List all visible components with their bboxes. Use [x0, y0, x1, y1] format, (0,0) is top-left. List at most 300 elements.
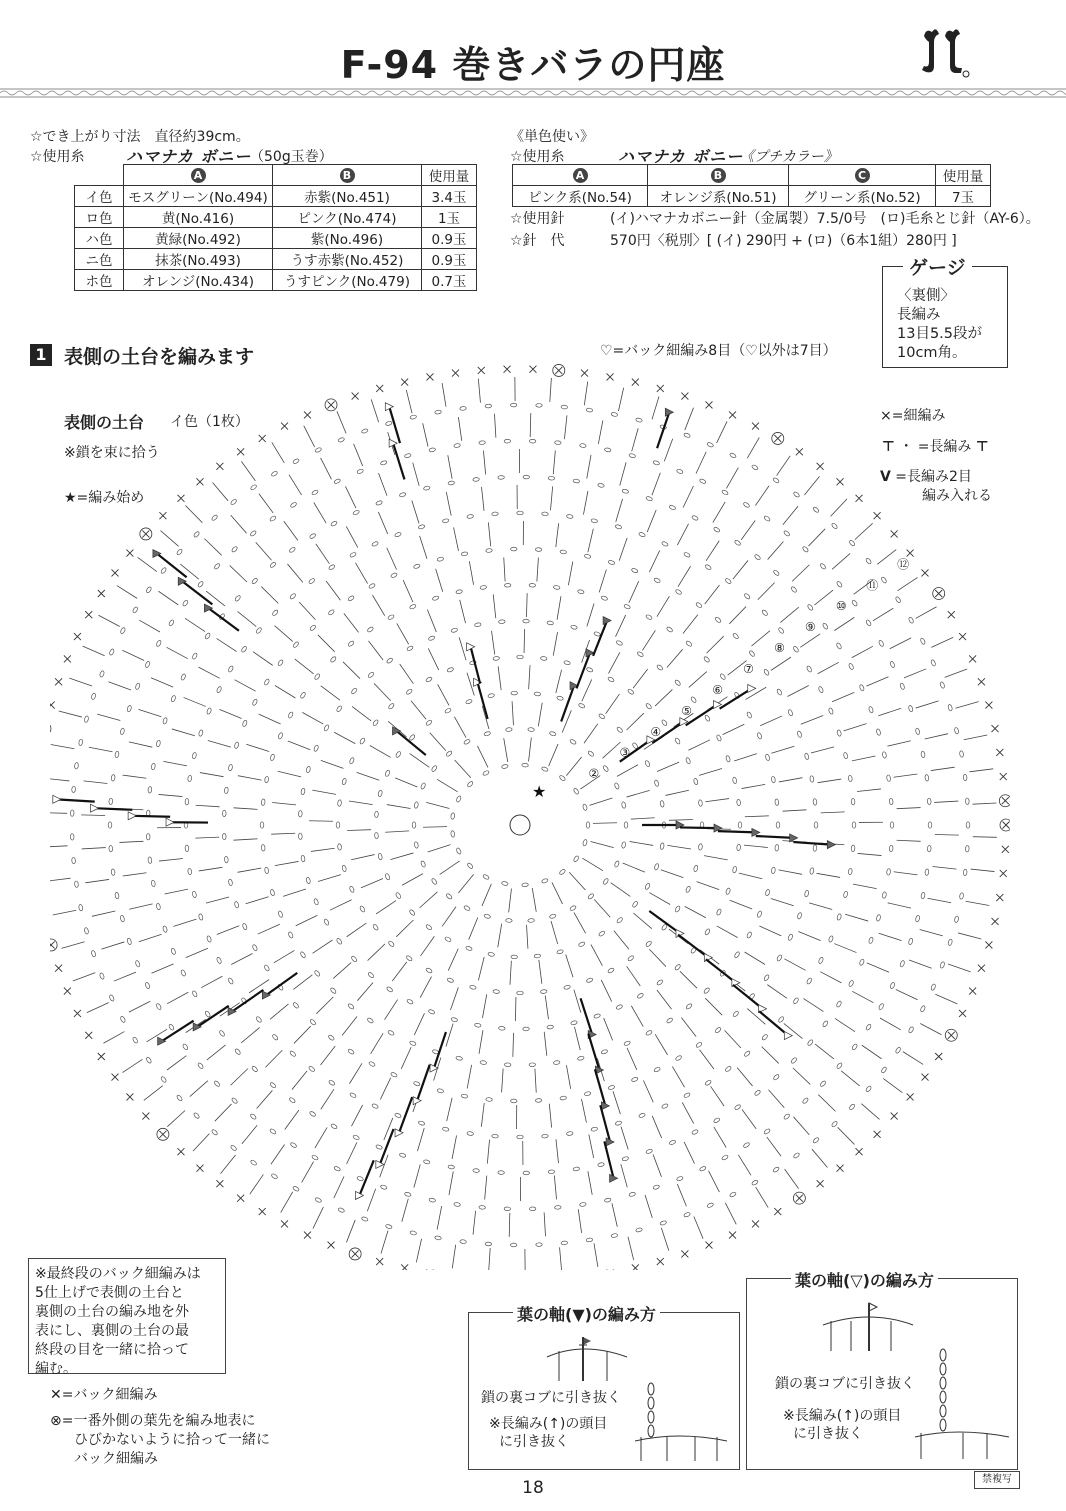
- back-single-crochet: [328, 1242, 335, 1249]
- double-crochet: [853, 884, 877, 888]
- double-crochet: [400, 664, 414, 684]
- double-crochet: [82, 848, 106, 849]
- note-line: 裏側の土台の編み地を外: [35, 1304, 189, 1320]
- chain-stitch: [250, 1113, 257, 1120]
- chain-stitch: [351, 955, 358, 962]
- double-crochet: [861, 1104, 879, 1120]
- double-crochet: [246, 744, 269, 751]
- double-crochet: [554, 1176, 556, 1200]
- double-crochet: [688, 740, 710, 750]
- double-crochet: [275, 626, 293, 642]
- chain-stitch: [882, 751, 887, 758]
- back-single-crochet: [74, 633, 81, 640]
- chain-stitch: [162, 926, 167, 933]
- double-crochet: [97, 714, 120, 720]
- back-single-crochet: [978, 965, 985, 972]
- chain-stitch: [91, 693, 96, 700]
- chain-stitch: [586, 822, 590, 828]
- table-row: ハ色 黄緑(No.492) 紫(No.496) 0.9玉: [75, 228, 477, 249]
- chain-stitch: [616, 917, 623, 924]
- chain-stitch: [542, 1134, 549, 1138]
- double-crochet: [815, 1044, 834, 1059]
- chain-stitch: [566, 1131, 573, 1136]
- back-single-crochet: [112, 1074, 119, 1081]
- back-single-crochet: [992, 918, 999, 925]
- double-crochet: [352, 706, 371, 721]
- chain-stitch: [645, 614, 652, 620]
- double-crochet: [832, 692, 854, 701]
- chain-stitch: [851, 599, 858, 606]
- chain-stitch: [395, 751, 401, 758]
- double-crochet: [370, 745, 391, 757]
- double-crochet: [376, 901, 396, 914]
- double-crochet: [371, 399, 378, 422]
- chain-stitch: [390, 572, 397, 578]
- chain-stitch: [187, 775, 192, 782]
- chain-stitch: [577, 589, 584, 594]
- chain-stitch: [231, 1097, 238, 1104]
- chain-stitch: [406, 645, 413, 651]
- double-crochet: [844, 724, 867, 731]
- back-single-crochet: [657, 385, 664, 392]
- chain-stitch: [234, 595, 241, 602]
- chain-stitch: [813, 845, 817, 852]
- double-crochet: [315, 1127, 327, 1148]
- double-crochet: [186, 948, 208, 957]
- yarn-table-left: [74, 164, 477, 291]
- chain-stitch: [547, 621, 554, 625]
- yarn-label-right: ☆使用糸: [510, 149, 565, 165]
- chain-stitch: [523, 1027, 529, 1031]
- leaf-chain-left: [631, 1377, 731, 1465]
- double-crochet: [330, 900, 352, 910]
- leaf-tip: [790, 834, 798, 842]
- double-crochet: [713, 502, 725, 523]
- chain-stitch: [193, 531, 200, 538]
- yarn-table-right: [512, 164, 991, 207]
- double-crochet: [281, 1192, 293, 1213]
- back-single-crochet: [74, 1010, 81, 1017]
- chain-stitch: [579, 443, 586, 448]
- chain-stitch: [467, 514, 474, 519]
- chain-stitch: [714, 616, 721, 623]
- double-crochet: [87, 1003, 109, 1013]
- back-single-crochet: [632, 1264, 639, 1270]
- chain-stitch: [145, 982, 151, 989]
- double-crochet: [316, 544, 329, 564]
- double-crochet: [351, 855, 374, 860]
- chain-stitch: [624, 604, 631, 610]
- chain-stitch: [691, 515, 698, 521]
- double-crochet: [304, 426, 315, 447]
- back-single-crochet: [891, 1113, 898, 1120]
- chain-stitch: [74, 762, 78, 769]
- leaf-stem: [706, 959, 736, 982]
- chain-stitch: [448, 1165, 455, 1170]
- back-single-crochet: [328, 401, 335, 408]
- chain-stitch: [654, 863, 659, 870]
- chain-stitch: [691, 1129, 698, 1135]
- chain-stitch: [420, 860, 426, 867]
- legend-inc: =長編み2目: [895, 469, 972, 485]
- double-crochet: [347, 923, 367, 937]
- chain-stitch: [230, 499, 237, 506]
- double-crochet: [800, 634, 820, 647]
- double-crochet: [337, 411, 346, 433]
- double-crochet: [808, 529, 825, 546]
- double-crochet: [414, 1164, 420, 1187]
- double-crochet: [289, 475, 302, 495]
- chain-stitch: [674, 679, 681, 686]
- chain-stitch: [528, 727, 535, 731]
- chain-stitch: [836, 729, 841, 736]
- back-single-crochet: [969, 655, 976, 662]
- back-single-crochet: [112, 569, 119, 576]
- chain-stitch: [211, 514, 218, 521]
- chain-stitch: [272, 1034, 279, 1041]
- chain-stitch: [111, 774, 115, 781]
- chain-stitch: [703, 987, 710, 994]
- chain-stitch: [511, 1099, 517, 1103]
- chain-stitch: [120, 1016, 126, 1023]
- chain-stitch: [442, 1127, 449, 1132]
- chain-stitch: [486, 548, 493, 552]
- chain-stitch: [793, 1152, 800, 1159]
- chain-stitch: [388, 703, 395, 710]
- double-crochet: [321, 686, 340, 700]
- double-crochet: [677, 1184, 686, 1206]
- chain-stitch: [168, 1023, 174, 1030]
- chain-stitch: [669, 1139, 676, 1145]
- chain-stitch: [584, 1091, 591, 1096]
- chain-stitch: [375, 500, 382, 506]
- double-crochet: [768, 541, 784, 559]
- double-crochet: [371, 1033, 383, 1053]
- back-single-crochet: [705, 1242, 712, 1249]
- chain-stitch: [541, 878, 548, 884]
- chain-stitch: [881, 1066, 888, 1073]
- qty-header: 使用量: [936, 165, 991, 186]
- chain-stitch: [573, 855, 580, 862]
- chain-stitch: [738, 822, 742, 828]
- chain-stitch: [851, 1043, 858, 1050]
- chain-stitch: [349, 886, 355, 893]
- double-crochet: [81, 815, 105, 816]
- double-crochet: [664, 439, 672, 462]
- chain-stitch: [653, 577, 660, 583]
- chain-stitch: [315, 447, 322, 453]
- double-crochet: [196, 805, 220, 807]
- chain-stitch: [109, 798, 113, 805]
- chain-stitch: [849, 540, 856, 547]
- leaf-note-right-3: に引き抜く: [793, 1426, 863, 1442]
- double-crochet: [549, 1104, 551, 1128]
- chain-stitch: [631, 1077, 638, 1083]
- chain-stitch: [451, 831, 456, 838]
- leaf-tip: [748, 684, 756, 692]
- double-crochet: [184, 697, 206, 706]
- chain-stitch: [920, 1005, 926, 1012]
- chain-stitch: [666, 626, 673, 633]
- back-single-crochet: [796, 448, 803, 455]
- double-crochet: [312, 790, 336, 794]
- chain-stitch: [818, 957, 824, 964]
- chain-stitch: [301, 855, 306, 862]
- double-crochet: [669, 819, 693, 820]
- chain-stitch: [485, 1242, 492, 1246]
- double-crochet: [138, 709, 161, 716]
- chain-stitch: [361, 428, 368, 434]
- double-crochet: [880, 1018, 901, 1030]
- double-crochet: [438, 684, 449, 705]
- double-crochet: [284, 521, 298, 540]
- double-crochet: [318, 875, 341, 882]
- chain-stitch: [451, 813, 456, 820]
- double-crochet: [89, 747, 113, 752]
- chain-stitch: [577, 1056, 584, 1061]
- chain-stitch: [535, 1098, 542, 1102]
- chain-stitch: [387, 614, 394, 620]
- chain-stitch: [337, 800, 341, 807]
- chain-stitch: [698, 800, 702, 807]
- double-crochet: [385, 831, 409, 832]
- chain-stitch: [899, 683, 905, 690]
- chain-stitch: [886, 775, 890, 782]
- chain-stitch: [622, 489, 629, 494]
- double-crochet: [334, 732, 355, 743]
- chain-stitch: [187, 868, 192, 875]
- double-crochet: [311, 848, 335, 851]
- double-crochet: [524, 629, 525, 653]
- chain-stitch: [361, 1216, 368, 1222]
- back-single-crochet: [581, 370, 588, 377]
- leaf-stem: [208, 608, 239, 631]
- double-crochet: [504, 557, 505, 581]
- chain-stitch: [146, 1057, 153, 1064]
- chain-stitch: [848, 980, 854, 987]
- back-sc-icon: ✕: [50, 1387, 62, 1403]
- chain-stitch: [683, 432, 690, 438]
- double-crochet: [265, 1050, 282, 1067]
- back-single-crochet: [237, 448, 244, 455]
- chain-stitch: [773, 569, 780, 576]
- double-crochet: [83, 646, 105, 656]
- double-crochet: [430, 733, 446, 751]
- chain-stitch: [714, 1027, 721, 1034]
- section-number: 1: [30, 344, 52, 366]
- chain-stitch: [704, 715, 710, 722]
- double-crochet: [779, 870, 803, 874]
- double-crochet: [627, 1048, 637, 1070]
- chain-stitch: [334, 478, 341, 484]
- chain-stitch: [488, 952, 495, 957]
- chain-stitch: [541, 766, 548, 772]
- chain-stitch: [522, 883, 529, 887]
- chain-stitch: [309, 624, 316, 631]
- chain-stitch: [632, 901, 639, 908]
- double-crochet: [696, 452, 706, 474]
- double-crochet: [818, 662, 839, 673]
- double-crochet: [253, 652, 273, 666]
- chain-stitch: [797, 912, 803, 919]
- double-crochet: [784, 959, 805, 970]
- chain-stitch: [465, 699, 472, 705]
- chain-stitch: [78, 904, 83, 911]
- chain-stitch: [806, 665, 812, 672]
- round-number: ④: [650, 724, 662, 739]
- chain-stitch: [347, 595, 354, 602]
- chain-stitch: [646, 1149, 653, 1155]
- double-crochet: [318, 635, 335, 652]
- double-crochet: [560, 1247, 562, 1270]
- chain-stitch: [176, 548, 183, 555]
- double-crochet: [489, 1248, 491, 1270]
- chain-stitch: [306, 766, 311, 773]
- chain-stitch: [675, 1055, 682, 1061]
- back-single-crochet: [452, 370, 459, 377]
- double-crochet: [129, 904, 152, 909]
- leaf-tip: [128, 812, 136, 820]
- double-crochet: [510, 961, 511, 985]
- chain-stitch: [328, 609, 335, 616]
- chain-stitch: [351, 687, 358, 694]
- double-crochet: [440, 861, 460, 874]
- outer-leaf-text: ひびかないように拾って一緒に: [74, 1432, 270, 1448]
- back-single-crochet: [352, 393, 359, 400]
- double-crochet: [627, 790, 650, 797]
- double-crochet: [163, 761, 187, 765]
- chain-stitch: [115, 892, 120, 899]
- chain-stitch: [908, 938, 913, 945]
- double-crochet: [820, 972, 841, 983]
- double-crochet: [903, 1052, 923, 1065]
- double-crochet: [387, 805, 411, 809]
- double-crochet: [421, 936, 435, 956]
- chain-stitch: [812, 1137, 819, 1144]
- double-crochet: [633, 669, 648, 688]
- chain-stitch: [272, 609, 279, 616]
- table-row: ニ色 抹茶(No.493) うす赤紫(No.452) 0.9玉: [75, 249, 477, 270]
- double-crochet: [681, 1018, 696, 1037]
- chain-stitch: [374, 832, 378, 839]
- round-number: ⑫: [897, 557, 910, 572]
- chain-stitch: [151, 880, 156, 887]
- chain-stitch: [737, 844, 741, 851]
- double-crochet: [574, 990, 581, 1013]
- double-crochet: [478, 957, 484, 980]
- double-crochet: [459, 637, 466, 660]
- chain-stitch: [185, 798, 189, 805]
- circled-x-icon: ⊗: [50, 1413, 62, 1429]
- double-crochet: [566, 757, 581, 776]
- double-crochet: [151, 678, 173, 687]
- note-line: 終段の目を一緒に拾って: [35, 1342, 189, 1358]
- double-crochet: [616, 615, 626, 637]
- double-crochet: [589, 1134, 594, 1158]
- double-crochet: [771, 898, 794, 905]
- chain-stitch: [822, 1020, 829, 1027]
- double-crochet: [347, 1142, 357, 1164]
- chain-stitch: [783, 1113, 790, 1120]
- double-crochet: [333, 963, 351, 979]
- chain-stitch: [260, 822, 264, 828]
- double-crochet: [452, 1135, 456, 1159]
- double-crochet: [485, 1176, 487, 1200]
- chain-stitch: [556, 696, 563, 701]
- double-crochet: [314, 503, 326, 524]
- back-single-crochet: [281, 1220, 288, 1227]
- double-crochet: [231, 953, 252, 964]
- chain-stitch: [242, 720, 248, 727]
- chain-stitch: [367, 1017, 374, 1024]
- chain-stitch: [607, 676, 614, 682]
- double-crochet: [617, 765, 638, 777]
- chain-stitch: [148, 857, 152, 864]
- chain-stitch: [836, 913, 841, 920]
- double-crochet: [345, 486, 355, 508]
- double-crochet: [556, 670, 562, 693]
- back-single-crochet: [281, 423, 288, 430]
- double-crochet: [649, 949, 666, 966]
- chain-stitch: [448, 481, 455, 486]
- chain-stitch: [278, 911, 284, 918]
- double-crochet: [446, 1024, 453, 1047]
- double-crochet: [652, 1116, 661, 1138]
- chain-stitch: [386, 986, 393, 993]
- leaf-stem: [561, 686, 574, 722]
- double-crochet: [897, 808, 921, 809]
- chain-stitch: [506, 727, 513, 731]
- chain-stitch: [732, 777, 737, 784]
- back-single-crochet: [196, 478, 203, 485]
- back-single-crochet: [969, 988, 976, 995]
- chain-stitch: [91, 950, 96, 957]
- double-crochet: [723, 724, 745, 734]
- back-single-crochet: [55, 965, 62, 972]
- chain-stitch: [442, 518, 449, 523]
- chain-stitch: [536, 1243, 543, 1247]
- double-crochet: [278, 771, 301, 777]
- double-crochet: [321, 1089, 334, 1109]
- double-crochet: [647, 510, 656, 532]
- chain-stitch: [429, 447, 436, 452]
- double-crochet: [667, 649, 683, 667]
- chain-stitch: [693, 865, 698, 872]
- chain-stitch: [716, 734, 722, 741]
- double-crochet: [287, 564, 302, 582]
- double-crochet: [742, 1109, 756, 1128]
- double-crochet: [852, 646, 873, 657]
- double-crochet: [738, 1155, 751, 1175]
- double-crochet: [655, 1034, 667, 1055]
- double-crochet: [787, 686, 808, 697]
- chain-stitch: [413, 1081, 420, 1087]
- double-crochet: [920, 929, 943, 935]
- chain-stitch: [685, 757, 691, 764]
- double-crochet: [122, 650, 144, 660]
- copy-prohibited-stamp: 禁複写: [974, 1471, 1020, 1489]
- back-single-crochet: [681, 393, 688, 400]
- chain-stitch: [309, 1019, 316, 1026]
- note-line: 編む。: [35, 1361, 77, 1377]
- double-crochet: [855, 523, 873, 539]
- chain-stitch: [725, 888, 730, 895]
- note-line: 5仕上げで表側の土台と: [35, 1285, 184, 1301]
- double-crochet: [190, 1081, 208, 1097]
- double-crochet: [550, 486, 552, 510]
- double-crochet: [714, 1127, 726, 1148]
- chain-stitch: [485, 404, 492, 408]
